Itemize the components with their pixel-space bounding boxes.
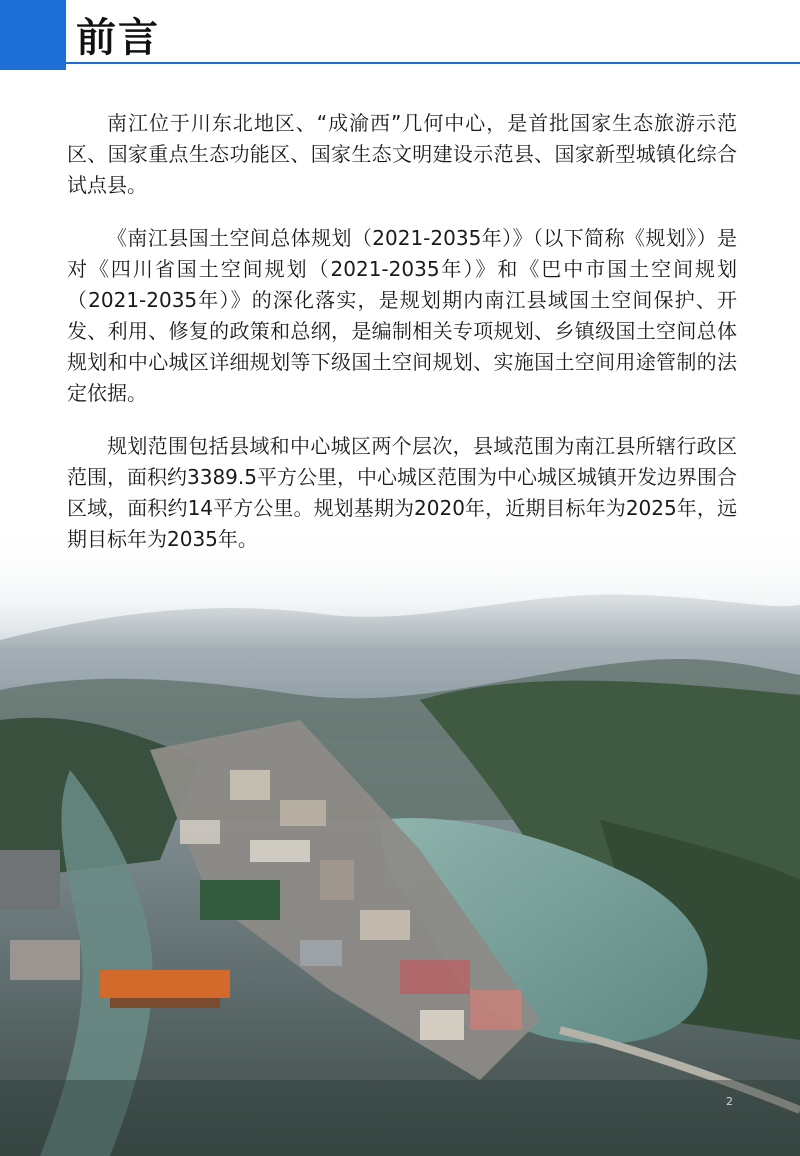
aerial-city-photo	[0, 520, 800, 1156]
preface-body	[67, 108, 737, 577]
paragraph-plan-scope: 规划范围包括县域和中心城区两个层次，县域范围为南江县所辖行政区范围，面积约3389.5平方公里，中心城区范围为中心城区城镇开发边界围合区域，面积约14平方公里。规划基期为2020年，近期目标年为2025年，远期目标年为2035年。	[67, 434, 737, 551]
page-number: 2	[726, 1095, 733, 1108]
paragraph-intro: 南江位于川东北地区、“成渝西”几何中心，是首批国家生态旅游示范区、国家重点生态功能区、国家生态文明建设示范县、国家新型城镇化综合试点县。	[67, 111, 737, 197]
header-bar	[0, 0, 800, 70]
header-divider	[66, 62, 800, 64]
header-accent-block	[0, 0, 66, 70]
page-title: 前言	[76, 15, 160, 61]
paragraph-plan-purpose: 《南江县国土空间总体规划（2021-2035年）》（以下简称《规划》）是对《四川省国土空间规划（2021-2035年）》和《巴中市国土空间规划（2021-2035年）》的深化落实，是规划期内南江县域国土空间保护、开发、利用、修复的政策和总纲，是编制相关专项规划、乡镇级国土空间总体规划和中心城区详细规划等下级国土空间规划、实施国土空间用途管制的法定依据。	[67, 226, 737, 405]
